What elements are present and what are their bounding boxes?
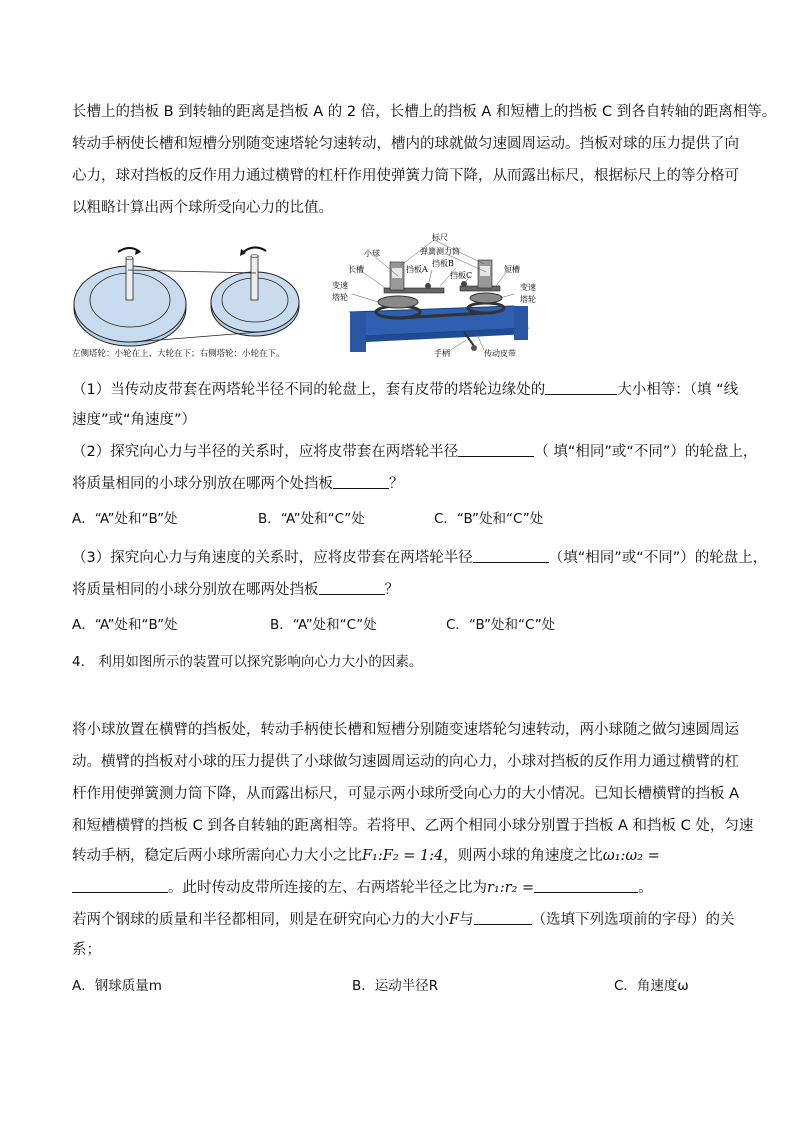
label-dangban-c: 挡板C bbox=[450, 271, 473, 280]
q2-text-b: （ 填“相同”或“不同”）的轮盘上， bbox=[534, 444, 758, 460]
q4-text-7a: 若两个钢球的质量和半径都相同，则是在研究向心力的大小 bbox=[72, 912, 449, 928]
q4-radius-ratio: r₁:r₂ = bbox=[487, 880, 535, 896]
label-biansu-left-2: 塔轮 bbox=[332, 293, 348, 302]
q3-text-c: 将质量相同的小球分别放在哪两处挡板 bbox=[72, 582, 319, 598]
label-pidai: 传动皮带 bbox=[484, 349, 516, 358]
q3-option-b[interactable]: B．“A”处和“C”处 bbox=[270, 617, 377, 633]
q4-blank-omega[interactable] bbox=[72, 878, 168, 893]
q4-omega-ratio: ω₁:ω₂ = bbox=[602, 848, 660, 864]
centripetal-apparatus-figure bbox=[328, 228, 558, 362]
q4-line-7 bbox=[72, 904, 735, 936]
label-dangban-a: 挡板A bbox=[406, 265, 428, 274]
q1-line-1 bbox=[72, 374, 739, 406]
label-changcao: 长槽 bbox=[348, 265, 364, 274]
q4-option-b[interactable]: B．运动半径R bbox=[352, 978, 439, 994]
q4-blank-choice[interactable] bbox=[474, 910, 532, 925]
q2-text-a: （2）探究向心力与半径的关系时，应将皮带套在两塔轮半径 bbox=[72, 444, 459, 460]
label-tanhuang: 弹簧测力筒 bbox=[420, 247, 460, 256]
q4-force-symbol: F bbox=[449, 912, 460, 928]
q4-blank-radius[interactable] bbox=[534, 878, 638, 893]
label-biaochi: 标尺 bbox=[432, 233, 448, 242]
label-biansu-right-1: 变速 bbox=[520, 283, 536, 292]
q2-option-c[interactable]: C．“B”处和“C”处 bbox=[434, 511, 544, 527]
q4-text-7b: 与 bbox=[459, 912, 474, 928]
q1-text-a: （1）当传动皮带套在两塔轮半径不同的轮盘上，套有皮带的塔轮边缘处的 bbox=[72, 382, 546, 398]
q1-line-2: 速度”或“角速度”） bbox=[72, 412, 197, 428]
q4-heading: 4． 利用如图所示的装置可以探究影响向心力大小的因素。 bbox=[72, 654, 423, 670]
q4-line-1: 将小球放置在横臂的挡板处，转动手柄使长槽和短槽分别随变速塔轮匀速转动，两小球随之做匀速圆周运 bbox=[72, 722, 739, 738]
q3-line-1 bbox=[72, 542, 768, 574]
q2-line-1 bbox=[72, 436, 758, 468]
q4-text-7c: （选填下列选项前的字母）的关 bbox=[531, 912, 735, 928]
q4-text-5a: 转动手柄，稳定后两小球所需向心力大小之比 bbox=[72, 848, 362, 864]
q4-line-4: 和短槽横臂的挡板 C 到各自转轴的距离相等。若将甲、乙两个相同小球分别置于挡板 A 和挡板 C 处，匀速 bbox=[72, 818, 754, 834]
q3-option-a[interactable]: A．“A”处和“B”处 bbox=[72, 617, 178, 633]
q4-option-c[interactable]: C．角速度ω bbox=[614, 978, 689, 994]
q1-text-b: 大小相等：（填 “线 bbox=[617, 382, 739, 398]
q4-text-6b: 。 bbox=[638, 880, 653, 896]
q3-text-b: （填“相同”或“不同”）的轮盘上， bbox=[548, 550, 768, 566]
q4-line-3: 杆作用使弹簧测力筒下降，从而露出标尺，可显示两小球所受向心力的大小情况。已知长槽横臂的挡板 A bbox=[72, 786, 740, 802]
q2-blank-baffle[interactable] bbox=[333, 474, 389, 489]
q2-option-a[interactable]: A．“A”处和“B”处 bbox=[72, 511, 178, 527]
label-xiaoqiu: 小球 bbox=[364, 249, 380, 258]
q2-line-2 bbox=[72, 468, 732, 500]
q4-force-ratio: F₁:F₂ = 1:4 bbox=[362, 848, 444, 864]
label-biansu-left-1: 变速 bbox=[332, 281, 348, 290]
q2-option-b[interactable]: B．“A”处和“C”处 bbox=[258, 511, 365, 527]
intro-line-3: 心力，球对挡板的反作用力通过横臂的杠杆作用使弹簧力筒下降，从而露出标尺，根据标尺上的等分格可 bbox=[72, 168, 739, 184]
q4-option-a[interactable]: A．钢球质量m bbox=[72, 978, 162, 994]
intro-line-4: 以粗略计算出两个球所受向心力的比值。 bbox=[72, 200, 333, 216]
intro-line-2: 转动手柄使长槽和短槽分别随变速塔轮匀速转动，槽内的球就做匀速圆周运动。挡板对球的压力提供了向 bbox=[72, 136, 739, 152]
label-duancao: 短槽 bbox=[504, 265, 520, 274]
q3-text-a: （3）探究向心力与角速度的关系时，应将皮带套在两塔轮半径 bbox=[72, 550, 473, 566]
label-dangban-b: 挡板B bbox=[432, 259, 454, 268]
q2-text-c: 将质量相同的小球分别放在哪两个处挡板 bbox=[72, 476, 333, 492]
q2-blank-radius[interactable] bbox=[458, 442, 534, 457]
q1-blank[interactable] bbox=[545, 380, 617, 395]
q4-text-6a: 。此时传动皮带所连接的左、右两塔轮半径之比为 bbox=[168, 880, 487, 896]
q4-text-5b: ，则两小球的角速度之比 bbox=[443, 848, 603, 864]
q3-blank-radius[interactable] bbox=[473, 548, 549, 563]
label-shoubing: 手柄 bbox=[434, 349, 450, 358]
q3-line-2 bbox=[72, 574, 732, 606]
q2-text-d: ？ bbox=[389, 476, 404, 492]
q4-line-5 bbox=[72, 840, 732, 872]
q3-text-d: ？ bbox=[384, 582, 399, 598]
q4-line-8: 系； bbox=[72, 942, 101, 958]
tower-wheels-figure bbox=[70, 240, 310, 350]
q4-line-6 bbox=[72, 872, 732, 904]
q4-line-2: 动。横臂的挡板对小球的压力提供了小球做匀速圆周运动的向心力，小球对挡板的反作用力通过横臂的杠 bbox=[72, 754, 739, 770]
tower-wheels-caption: 左侧塔轮：小轮在上、大轮在下；右侧塔轮：小轮在下。 bbox=[72, 349, 285, 359]
label-biansu-right-2: 塔轮 bbox=[520, 295, 536, 304]
q3-blank-baffle[interactable] bbox=[319, 580, 385, 595]
intro-line-1: 长槽上的挡板 B 到转轴的距离是挡板 A 的 2 倍，长槽上的挡板 A 和短槽上的挡板 C 到各自转轴的距离相等。 bbox=[72, 104, 777, 120]
q3-option-c[interactable]: C．“B”处和“C”处 bbox=[446, 617, 556, 633]
